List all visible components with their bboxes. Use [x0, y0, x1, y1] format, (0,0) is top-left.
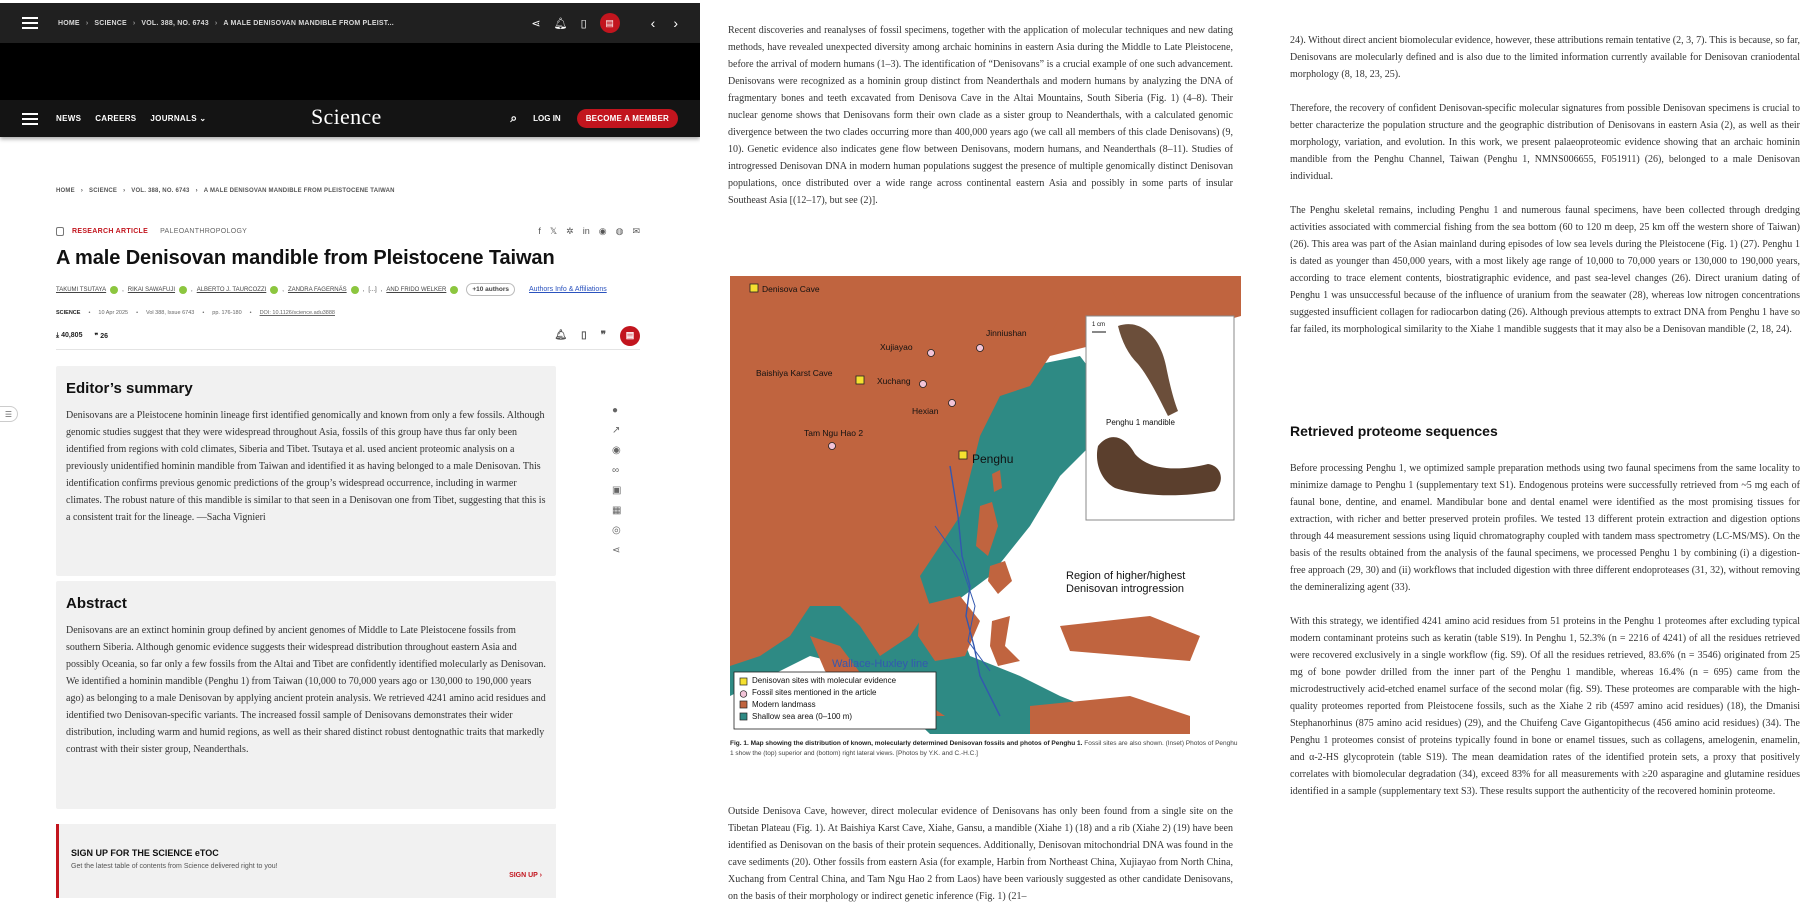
metrics-bar	[56, 322, 640, 350]
chevron-down-icon: ⌄	[199, 114, 207, 123]
metrics-icon[interactable]: ↗	[612, 425, 621, 436]
cite-quote-icon[interactable]: ❞	[600, 330, 606, 341]
site-marker-baishiya	[856, 376, 864, 384]
legend-swatch-land	[740, 701, 747, 708]
header-band	[0, 43, 700, 100]
author-link[interactable]: TAKUMI TSUTAYA	[56, 286, 107, 293]
nav-journals-label: JOURNALS	[150, 114, 197, 123]
breadcrumb: HOME › SCIENCE › VOL. 388, NO. 6743 › A MALE DENISOVAN MANDIBLE FROM PLEISTOCENE TAIWAN	[56, 188, 395, 194]
affiliations-link[interactable]: Authors Info & Affiliations	[529, 286, 607, 293]
bookmark-icon[interactable]: ▯	[580, 17, 587, 30]
abstract-heading: Abstract	[66, 595, 127, 612]
paragraph: Outside Denisova Cave, however, direct molecular evidence of Denisovans has only been found from a single site on the Tibetan Plateau (Fig. 1). At Baishiya Karst Cave, Xiahe, Gansu, a mandible (Xiahe 1) (18) and a rib (Xiahe 2) (19) have been identified as Denisovan on the basis of their protein sequences. Additionally, Denisovan mitochondrial DNA was found in the cave sediments (20). Other fossils from eastern Asia (for example, Harbin from Northeast China, Xujiayao from North China, Xuchang from Central China, and Tam Ngu Hao 2 from Laos) have been variously suggested as other candidate Denisovans, on the basis of their morphology or indirect genetic inference (Fig. 1) (21–	[728, 806, 1233, 902]
wechat-icon[interactable]: ◍	[615, 226, 624, 236]
crumb-science[interactable]: SCIENCE	[94, 19, 127, 27]
author-link[interactable]: AND FRIDO WELKER	[386, 286, 447, 293]
author-list: TAKUMI TSUTAYA , RIKAI SAWAFUJI , ALBERTO J. TAURCOZZI , ZANDRA FAGERNÄS , [...] , AND FRIDO WELKER +10 authors Authors Info & Affiliations	[56, 283, 656, 296]
figure-caption-body: Fossil sites are also shown. (Inset) Photos of Penghu 1 show the (top) superior and (bottom) right lateral views. [Photos by Y.K. and C.-H.C.]	[730, 740, 1238, 757]
info-icon[interactable]: ●	[612, 405, 619, 416]
next-arrow-icon[interactable]: ›	[673, 15, 678, 31]
alert-bell-icon[interactable]: 🔔︎	[554, 330, 568, 341]
page-range: pp. 176-180	[212, 310, 242, 316]
map-label-baishiya: Baishiya Karst Cave	[756, 368, 833, 378]
paragraph: Before processing Penghu 1, we optimized sample preparation methods using two faunal specimens from the same locality to minimize damage to Penghu 1 (supplementary text S1). Endogenous proteins were successfully retrieved from ~5 mg each of faunal bone, dentine, and enamel. Mandibular bone and dental enamel were identified as the most promising tissues for extraction, with richer and better preserved protein profiles. We tested 13 different protein extraction and digestion options through 44 measurement sessions using liquid chromatography coupled with tandem mass spectrometry (LC-MS/MS). On the basis of the results obtained from the analysis of the faunal specimens, we processed Penghu 1 by combining (i) a digestion-free approach (29, 30) and (ii) workflows that included digestion with three different endoproteases (31, 32), without removing the demineralizing agent (33).	[1290, 463, 1800, 593]
reddit-icon[interactable]: ◉	[598, 226, 607, 236]
site-marker-jinniushan	[977, 345, 984, 352]
map-label-denisova: Denisova Cave	[762, 284, 820, 294]
figure-1-map	[730, 276, 1241, 734]
views-metric[interactable]	[56, 332, 82, 340]
legend-swatch-fossil	[740, 691, 747, 698]
linkedin-icon[interactable]: in	[582, 226, 590, 236]
article-type: RESEARCH ARTICLE	[72, 228, 149, 235]
breadcrumb-science[interactable]: SCIENCE	[89, 188, 118, 194]
legend-text-denisovan: Denisovan sites with molecular evidence	[752, 676, 897, 685]
become-member-button[interactable]: BECOME A MEMBER	[577, 109, 678, 128]
signup-heading: SIGN UP FOR THE SCIENCE eTOC	[71, 848, 219, 858]
map-label-hexian: Hexian	[912, 406, 939, 416]
play-icon[interactable]: ◎	[612, 525, 621, 536]
scale-bar-label: 1 cm	[1092, 322, 1106, 328]
toc-toggle-icon[interactable]: ☰	[0, 406, 18, 422]
share-links	[538, 226, 640, 237]
signup-button-label: SIGN UP	[509, 872, 538, 879]
views-count: 40,805	[61, 331, 83, 339]
middle-column-continued	[728, 803, 1233, 905]
inset-label: Penghu 1 mandible	[1106, 418, 1175, 427]
menu-icon[interactable]	[22, 17, 38, 29]
region-introgression-label: Region of higher/highest Denisovan introgression	[1066, 570, 1186, 595]
share-icon[interactable]: ⋖	[531, 17, 541, 30]
page-title: A male Denisovan mandible from Pleistocene Taiwan	[56, 247, 555, 269]
crumb-article: A MALE DENISOVAN MANDIBLE FROM PLEIST...	[223, 19, 394, 27]
side-rail	[612, 405, 621, 556]
article-meta-row	[56, 226, 640, 237]
site-marker-denisova	[750, 284, 758, 292]
prev-arrow-icon[interactable]: ‹	[650, 15, 656, 31]
site-marker-penghu	[959, 451, 967, 459]
legend-text-fossil: Fossil sites mentioned in the article	[752, 688, 877, 697]
orcid-icon[interactable]	[351, 286, 359, 294]
citations-count: 26	[100, 332, 109, 340]
paragraph: Recent discoveries and reanalyses of fossil specimens, together with the application of molecular techniques and new dating methods, have revealed unexpected diversity among archaic hominins in eastern Asia during the Middle to Late Pleistocene, before the arrival of modern humans (1–3). The identification of “Denisovans” is a crucial example of one such advancement. Denisovans were recognized as a hominin group distinct from Neanderthals and modern humans by analyzing the DNA of fragmentary bones and teeth excavated from Denisova Cave in the Altai Mountains, South Siberia (Fig. 1) (4–8). Their nuclear genome shows that Denisovans form their own clade as a sister group to Neanderthals, with a calculated genomic divergence between the two clades occurring more than 400,000 years ago (we call all members of this clade Denisovans) (9, 10). Genetic evidence also indicates gene flow between Denisovans, modern humans, and Neanderthals (8–11). Studies of introgressed Denisovan DNA in modern human populations suggest the presence of multiple genomically distinct Denisovan populations, once distributed over a wide range across continental eastern Asia and possibly in some parts of insular Southeast Asia [(12–17), but see (2)].	[728, 25, 1233, 206]
middle-column	[728, 22, 1233, 209]
author-ellipsis[interactable]: [...]	[368, 286, 377, 293]
publication-info: SCIENCE • 10 Apr 2025 • Vol 388, Issue 6743 • pp. 176-180 • DOI: 10.1126/science.adu3888	[56, 310, 335, 316]
map-label-xuchang: Xuchang	[877, 376, 911, 386]
orcid-icon[interactable]	[450, 286, 458, 294]
breadcrumb-volume[interactable]: VOL. 388, NO. 6743	[131, 188, 190, 194]
doi-link[interactable]: DOI: 10.1126/science.adu3888	[259, 310, 335, 316]
login-link[interactable]: LOG IN	[533, 114, 561, 123]
paragraph: 24). Without direct ancient biomolecular evidence, however, these attributions remain tentative (2, 3, 7). This is because, so far, Denisovans are molecularly defined and is also due to the limited information currently available for Denisovan craniodental morphology (8, 18, 23, 25).	[1290, 35, 1800, 80]
breadcrumb-home[interactable]: HOME	[56, 188, 75, 194]
citations-metric[interactable]	[94, 332, 108, 340]
map-label-jinniushan: Jinniushan	[986, 328, 1027, 338]
science-webpage	[0, 0, 700, 912]
science-logo[interactable]: Science	[311, 104, 382, 129]
paragraph: With this strategy, we identified 4241 amino acid residues from 51 proteins in the Penghu 1 proteomes after excluding typical modern contaminant proteins such as keratin (table S19). In Penghu 1, 52.3% (n = 2216 of 4241) of all the residues retrieved were recovered exclusively in a single workflow (fig. S9). Of all the residues retrieved, 83.6% (n = 3546) originated from 25 mg of bone powder drilled from the inner part of the Penghu 1 mandible, whereas 16.4% (n = 695) came from the microdestructively acid-etched enamel surface of the second molar (fig. S9). These proteomes are comparable with the high-quality proteomes reported from Pleistocene fossils, such as the Xiahe 2 rib (4597 amino acid residues) (18), the Dmanisi Stephanorhinus (875 amino acid residues) (29), and the Chuifeng Cave Gigantopithecus (456 amino acid residues) (34). The Penghu 1 proteomes consist of proteins typically found in bone or enamel tissues, such as collagens, amelogenin, enamelin, and α-2-HS glycoprotein (table S19). The mean deamidation rates of the identified protein sets, a proxy that positively correlates with biomolecular degradation (34), exceed 83% for all measurements with ≥20 asparagine and glutamine residues identified in a sample (supplementary text S3). These results support the authenticity of the recovered hominin proteome.	[1290, 616, 1800, 797]
download-icon: ⤓	[56, 331, 60, 339]
table-icon[interactable]: ▦	[612, 505, 622, 516]
site-marker-hexian	[949, 400, 956, 407]
map-label-xujiayao: Xujiayao	[880, 342, 913, 352]
article-subject[interactable]: PALEOANTHROPOLOGY	[160, 228, 248, 235]
nav-menu-icon[interactable]	[22, 113, 38, 125]
link-icon[interactable]: ∞	[612, 465, 620, 476]
author-link[interactable]: ALBERTO J. TAURCOZZI	[196, 286, 267, 293]
wallace-line-label: Wallace-Huxley line	[832, 658, 929, 670]
nav-careers[interactable]: CAREERS	[95, 114, 137, 123]
paragraph: Therefore, the recovery of confident Denisovan-specific molecular signatures from possible Denisovan specimens is crucial to better characterize the population structure and the geographic distribution of Denisovans in eastern Asia (2), as well as their morphology, variation, and evolution. In this work, we present palaeoproteomic evidence showing that an archaic hominin mandible from the Penghu Channel, Taiwan (Penghu 1, NMNS006655, F051911) (26), belonged to a male Denisovan individual.	[1290, 103, 1800, 182]
nav-journals[interactable]	[150, 114, 206, 123]
editor-summary-box	[56, 366, 556, 576]
editor-summary-text: Denisovans are a Pleistocene hominin lineage first identified genomically and known from only a few fossils. Although genomic studies suggest that they were widespread throughout Asia, fossils of this group have thus far only been identified from regions with cold climates, Siberia and Tibet. Tsutaya et al. used ancient proteomic analysis on a previously unidentified hominin mandible from Taiwan and identified it as having belonged to a male Denisovan. This identification confirms previous genomic predictions of the group’s widespread occurrence, including in warmer climates. The robust nature of this mandible is similar to that seen in a Denisovan one from Tibet, suggesting that this is a consistent trait for the lineage. —Sacha Vignieri	[66, 410, 546, 523]
top-breadcrumb: HOME › SCIENCE › VOL. 388, NO. 6743 › A MALE DENISOVAN MANDIBLE FROM PLEIST...	[58, 19, 394, 27]
site-marker-xujiayao	[928, 350, 935, 357]
share-rail-icon[interactable]: ⋖	[612, 545, 621, 556]
site-marker-tam-ngu-hao	[829, 443, 836, 450]
crumb-volume[interactable]: VOL. 388, NO. 6743	[141, 19, 209, 27]
abstract-text: Denisovans are an extinct hominin group defined by ancient genomes of Middle to Late Pleistocene fossils from southern Siberia. Although genomic evidence suggests their widespread distribution throughout eastern Asia and possibly Oceania, so far only a few fossils from the Altai and Tibet are confidently identified molecularly as Denisovan. We identified a hominin mandible (Penghu 1) from Taiwan (10,000 to 70,000 years ago or 130,000 to 190,000 years ago) as belonging to a male Denisovan by applying ancient protein analysis. We retrieved 4241 amino acid residues and identified two Denisovan-specific variants. The increased fossil sample of Denisovans demonstrates their wider distribution, including warm and humid regions, as well as their shared distinct robust dentognathic traits that markedly contrast with their sister group, Neanderthals.	[66, 625, 546, 755]
abstract-box	[56, 581, 556, 809]
legend-swatch-denisovan	[740, 678, 747, 685]
pdf-download-icon[interactable]: ▤	[620, 326, 640, 346]
figure-caption-title: Fig. 1. Map showing the distribution of known, molecularly determined Denisovan fossils and photos of Penghu 1.	[730, 740, 1083, 747]
section-heading: Retrieved proteome sequences	[1290, 423, 1498, 439]
map-label-tam-ngu-hao: Tam Ngu Hao 2	[804, 428, 864, 438]
right-column-top	[1290, 32, 1800, 338]
eye-icon[interactable]: ◉	[612, 445, 621, 456]
editor-summary-heading: Editor’s summary	[66, 380, 193, 397]
pub-date: 10 Apr 2025	[98, 310, 129, 316]
crumb-home[interactable]: HOME	[58, 19, 80, 27]
site-marker-xuchang	[920, 381, 927, 388]
search-icon[interactable]: ⌕	[510, 111, 518, 125]
x-icon[interactable]: 𝕏	[549, 226, 558, 236]
legend-text-shallow: Shallow sea area (0–100 m)	[752, 712, 853, 721]
pdf-icon[interactable]: ▤	[600, 13, 620, 33]
orcid-icon[interactable]	[270, 286, 278, 294]
bell-icon[interactable]: 🔔︎	[553, 17, 568, 30]
image-icon[interactable]: ▣	[612, 485, 622, 496]
legend-text-land: Modern landmass	[752, 700, 816, 709]
paragraph: The Penghu skeletal remains, including Penghu 1 and numerous faunal specimens, have been collected through dredging activities associated with commercial fishing from the sea bottom (60 to 120 m deep, 25 km off the western shore of Taiwan) (26). This area was part of the Asian mainland during episodes of low sea levels during the Pleistocene (Fig. 1) (27). Penghu 1 is dated as younger than 450,000 years, with a most likely age range of 10,000 to 70,000 years or 130,000 to 190,000 years, according to trace element contents, biostratigraphic evidence, and past sea-level changes (26). Direct uranium dating of Penghu 1 was unsuccessful because of the influence of uranium from the seawater (28), whereas low nitrogen concentrations suggested insufficient collagen for radiocarbon dating (26). Although previous attempts to extract DNA from Penghu 1 have so far failed, its morphological similarity to the Xiahe 1 mandible suggests that it may also be a Denisovan mandible (2, 18, 24).	[1290, 205, 1800, 335]
nav-news[interactable]: NEWS	[56, 114, 82, 123]
legend-swatch-shallow	[740, 713, 747, 720]
top-breadcrumb-bar	[0, 3, 700, 43]
volume-issue[interactable]: Vol 388, Issue 6743	[146, 310, 195, 316]
map-svg	[730, 276, 1241, 734]
map-label-penghu: Penghu	[972, 452, 1014, 466]
journal-name[interactable]: SCIENCE	[56, 310, 81, 316]
bluesky-icon[interactable]: ✲	[566, 226, 574, 236]
figure-caption	[730, 739, 1241, 759]
author-link[interactable]: RIKAI SAWAFUJI	[127, 286, 176, 293]
more-authors-button[interactable]: +10 authors	[466, 283, 515, 296]
signup-button[interactable]: SIGN UP ›	[509, 872, 542, 879]
signup-subtext: Get the latest table of contents from Science delivered right to you!	[71, 863, 278, 870]
orcid-icon[interactable]	[179, 286, 187, 294]
save-bookmark-icon[interactable]: ▯	[581, 330, 587, 341]
etoc-signup-box	[56, 824, 556, 898]
email-icon[interactable]: ✉	[632, 226, 640, 236]
lock-icon	[56, 227, 64, 236]
facebook-icon[interactable]: f	[538, 226, 541, 236]
right-column-bottom	[1290, 460, 1800, 800]
orcid-icon[interactable]	[110, 286, 118, 294]
quote-icon: ❞	[94, 332, 99, 340]
breadcrumb-article: A MALE DENISOVAN MANDIBLE FROM PLEISTOCENE TAIWAN	[203, 188, 395, 194]
author-link[interactable]: ZANDRA FAGERNÄS	[287, 286, 347, 293]
